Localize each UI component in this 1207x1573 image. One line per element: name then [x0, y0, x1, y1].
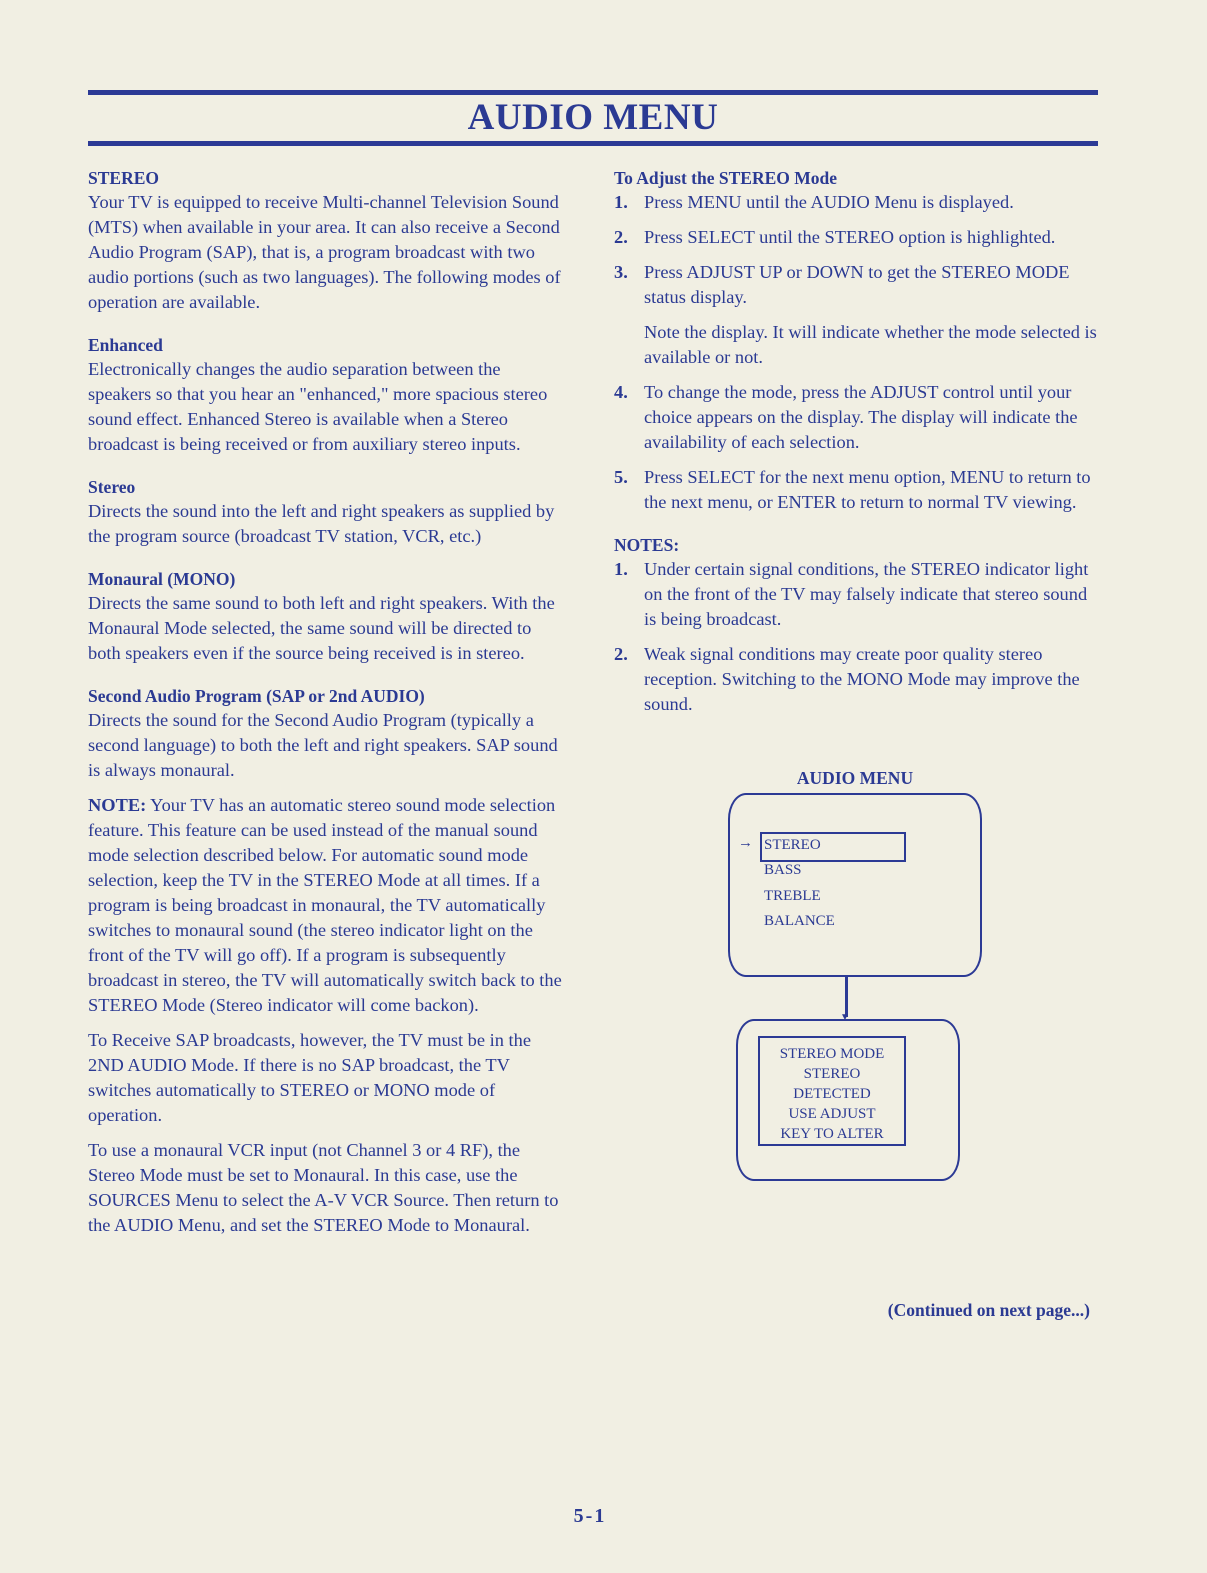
step-item: 4. To change the mode, press the ADJUST control until your choice appears on the display. The display will indicate the availability of each selection. [614, 382, 1078, 452]
menu-item-treble: TREBLE [764, 888, 821, 904]
status-line: USE ADJUST [788, 1106, 876, 1122]
status-line: STEREO [803, 1066, 861, 1082]
bottom-rule [88, 141, 1098, 146]
notes-heading: NOTES: [614, 535, 680, 555]
right-column [614, 166, 1099, 717]
menu-item-bass: BASS [764, 862, 802, 878]
adjust-steps-continued [614, 380, 1099, 515]
status-line: KEY TO ALTER [780, 1126, 884, 1142]
step-item: 5. Press SELECT for the next menu option, MENU to return to the next menu, or ENTER to return to normal TV viewing. [614, 467, 1091, 512]
status-line: DETECTED [793, 1086, 871, 1102]
tv-screen-menu [728, 793, 982, 977]
stereo-heading: STEREO [88, 168, 159, 188]
stereo-mode-paragraph: Directs the sound into the left and right speakers as supplied by the program source (broadcast TV station, VCR, etc.) [88, 501, 555, 546]
note-item: 1. Under certain signal conditions, the STEREO indicator light on the front of the TV may falsely indicate that stereo sound is being broadcast. [614, 559, 1089, 629]
enhanced-heading: Enhanced [88, 335, 163, 355]
status-line: STEREO MODE [779, 1046, 885, 1062]
top-rule [88, 90, 1098, 95]
diagram-connector [845, 975, 848, 1017]
page-number: 5-1 [573, 1505, 607, 1527]
notes-list [614, 557, 1099, 717]
mono-heading: Monaural (MONO) [88, 569, 236, 589]
sap-receive-paragraph: To Receive SAP broadcasts, however, the TV must be in the 2ND AUDIO Mode. If there is no SAP broadcast, the TV switches automatically to STEREO or MONO mode of operation. [88, 1030, 532, 1125]
page-title: AUDIO MENU [467, 97, 719, 138]
note-label: NOTE: [88, 795, 147, 815]
stereo-mode-heading: Stereo [88, 477, 136, 497]
vcr-paragraph: To use a monaural VCR input (not Channel 3 or 4 RF), the Stereo Mode must be set to Monaural. In this case, use the SOURCES Menu to select the A-V VCR Source. Then return to the AUDIO Menu, and set the STEREO Mode to Monaural. [88, 1140, 559, 1235]
step3-note: Note the display. It will indicate whether the mode selected is available or not. [644, 322, 1097, 367]
note-text: Your TV has an automatic stereo sound mode selection feature. This feature can be used instead of the manual sound mode selection described below. For automatic sound mode selection, keep the TV in the STEREO Mode at all times. If a program is being broadcast in monaural, the TV automatically switches to monaural sound (the stereo indicator light on the front of the TV will go off). If a program is subsequently broadcast in stereo, the TV will automatically switch back to the STEREO Mode (Stereo indicator will come backon). [88, 795, 562, 1015]
step-item: 1. Press MENU until the AUDIO Menu is displayed. [614, 192, 1014, 212]
adjust-heading: To Adjust the STEREO Mode [614, 168, 838, 188]
sap-paragraph: Directs the sound for the Second Audio Program (typically a second language) to both the left and right speakers. SAP sound is always monaural. [88, 710, 558, 780]
mono-paragraph: Directs the same sound to both left and right speakers. With the Monaural Mode selected, the same sound will be directed to both speakers even if the source being received is in stereo. [88, 593, 555, 663]
menu-item-stereo: STEREO [764, 837, 821, 853]
note-item: 2. Weak signal conditions may create poor quality stereo reception. Switching to the MONO Mode may improve the sound. [614, 644, 1080, 714]
adjust-steps [614, 190, 1099, 310]
arrow-down-icon: ▼ [840, 1012, 850, 1023]
step-item: 3. Press ADJUST UP or DOWN to get the STEREO MODE status display. [614, 262, 1070, 307]
menu-item-balance: BALANCE [764, 913, 835, 929]
tv-screen-status [736, 1019, 960, 1181]
step-item: 2. Press SELECT until the STEREO option is highlighted. [614, 227, 1056, 247]
note-paragraph [88, 793, 568, 1018]
enhanced-paragraph: Electronically changes the audio separation between the speakers so that you hear an "enhanced," more spacious stereo sound effect. Enhanced Stereo is available when a Stereo broadcast is being received or from auxiliary stereo inputs. [88, 359, 548, 454]
sap-heading: Second Audio Program (SAP or 2nd AUDIO) [88, 686, 425, 706]
continued-note: (Continued on next page...) [887, 1300, 1090, 1320]
diagram-title: AUDIO MENU [796, 768, 914, 788]
arrow-right-icon: → [738, 835, 753, 851]
stereo-paragraph: Your TV is equipped to receive Multi-channel Television Sound (MTS) when available in your area. It can also receive a Second Audio Program (SAP), that is, a program broadcast with two audio portions (such as two languages). The following modes of operation are available. [88, 192, 561, 312]
left-column [88, 166, 568, 1238]
stereo-mode-status [758, 1036, 906, 1146]
